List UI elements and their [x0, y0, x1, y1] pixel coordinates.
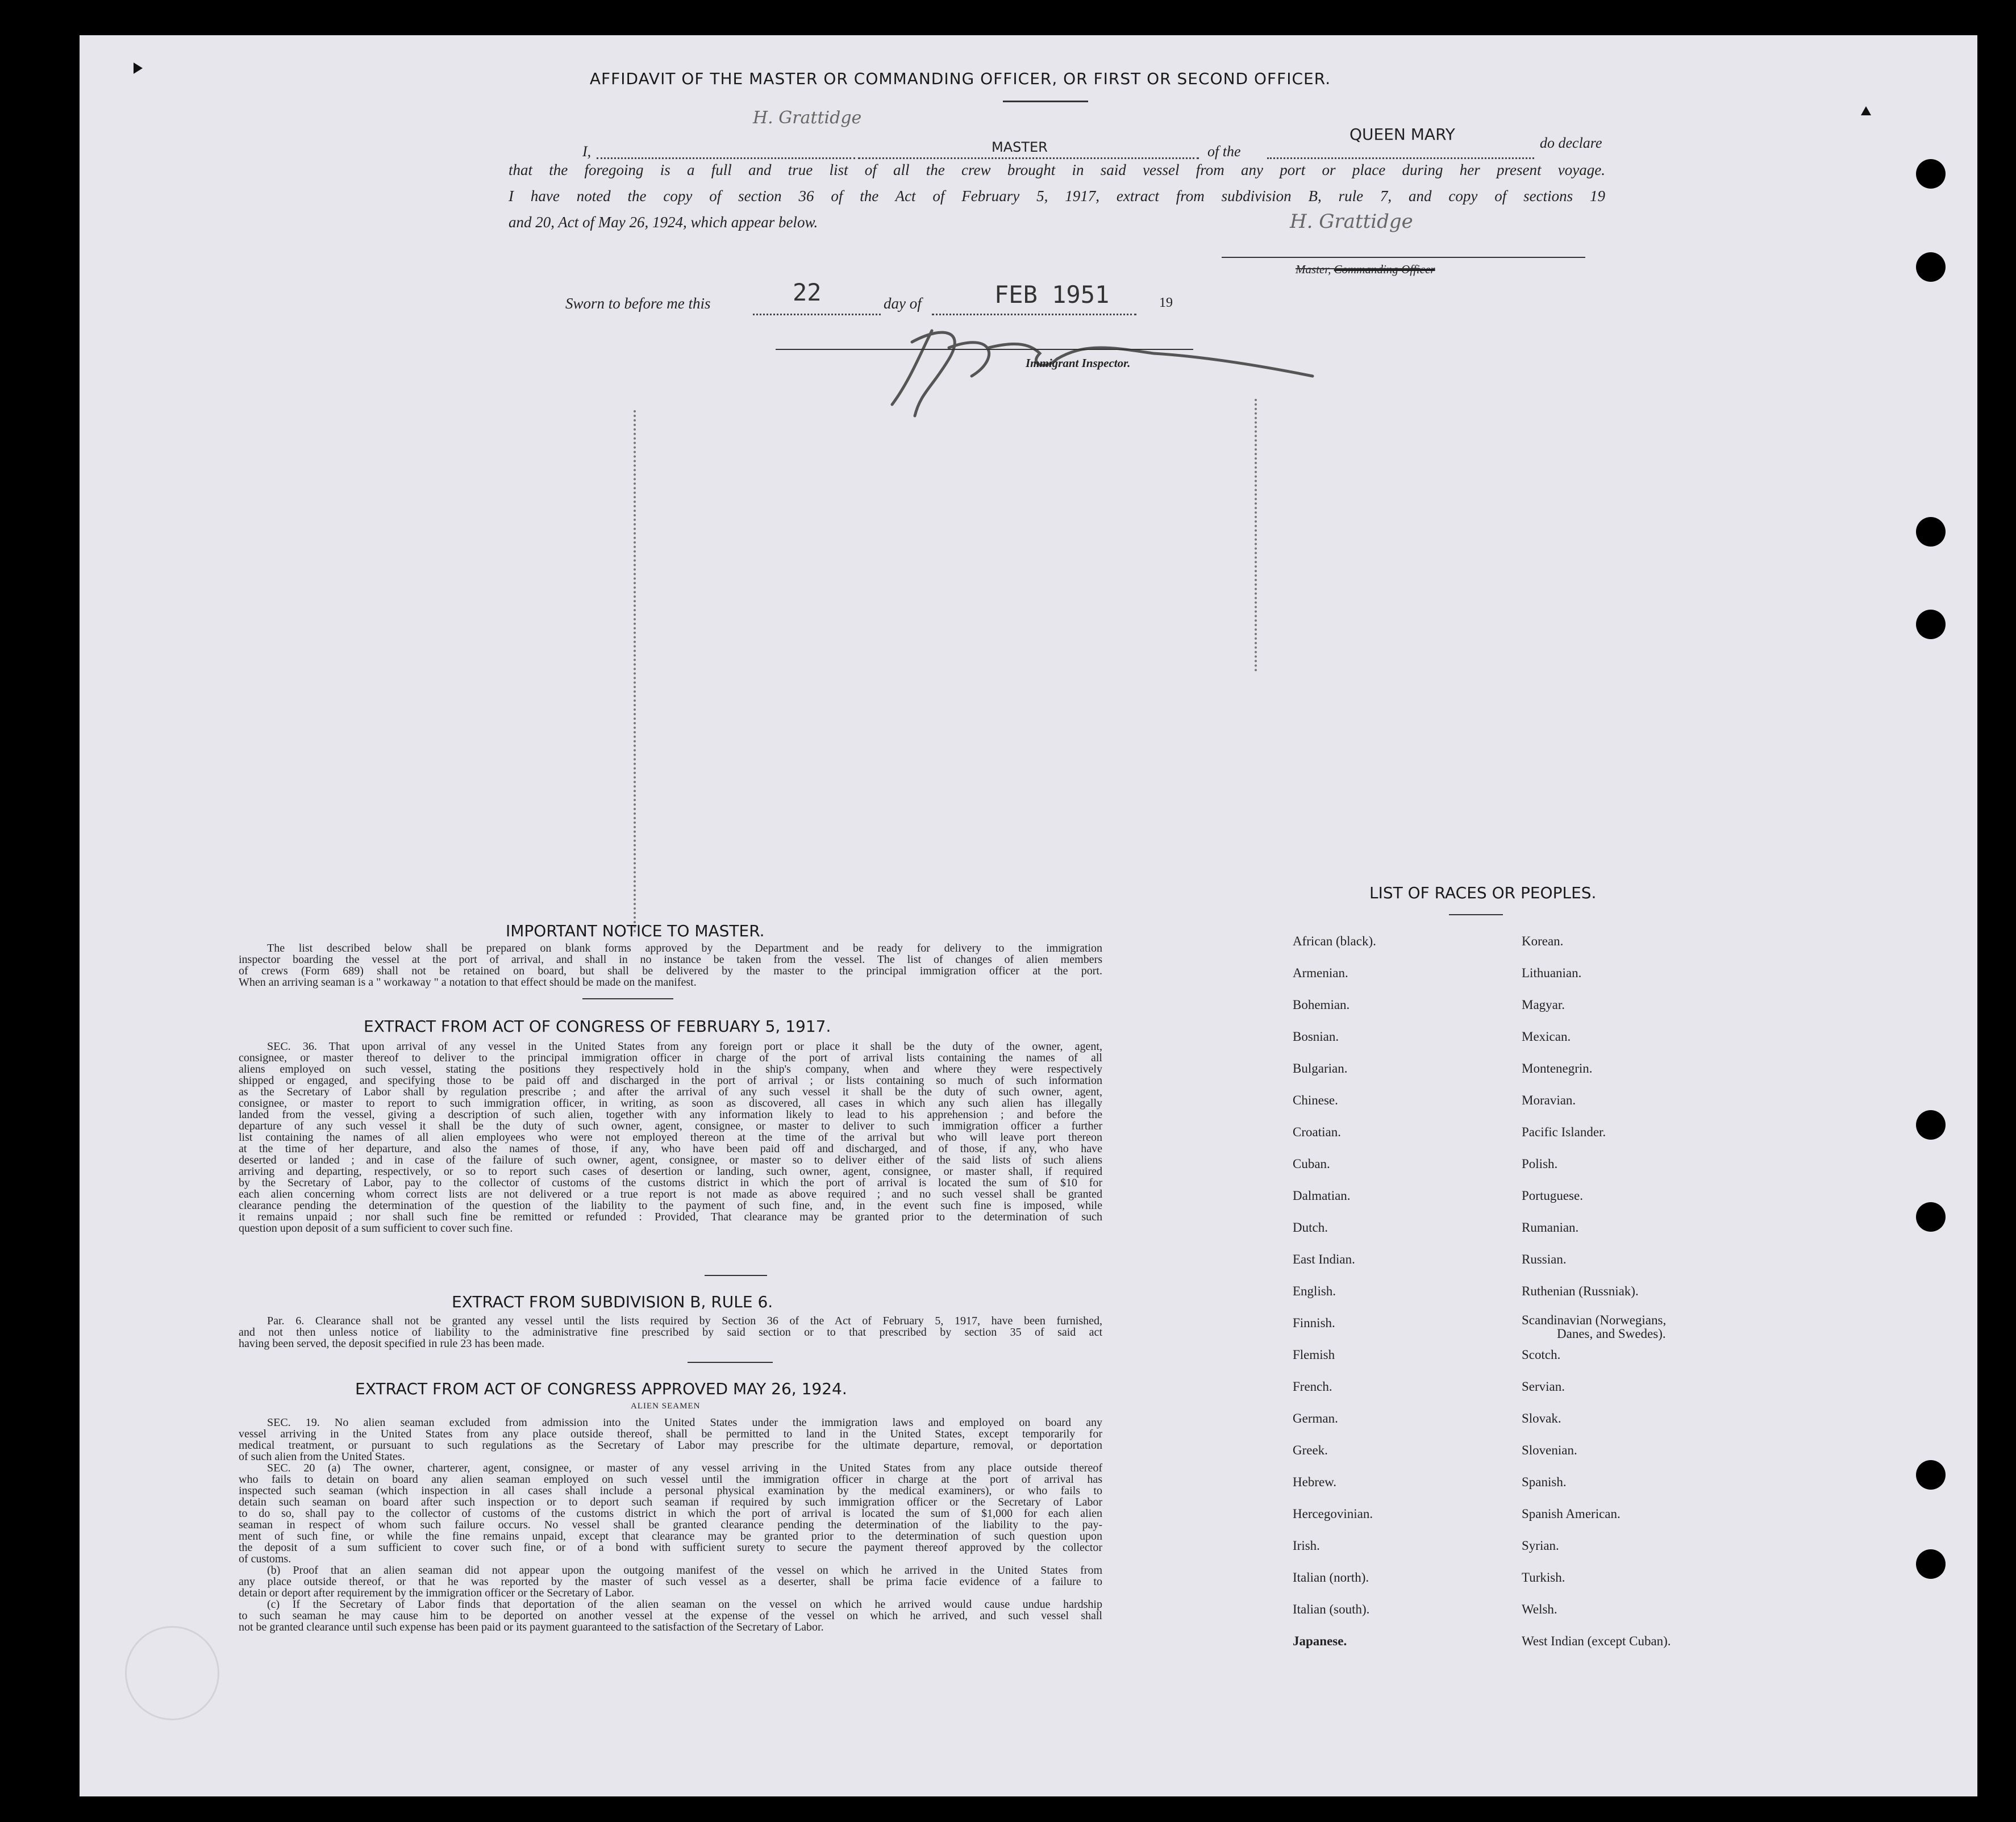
- race-left-item: Hercegovinian.: [1293, 1507, 1373, 1521]
- extract-1924-line: any place outside thereof, or that he was reported by the master of such vessel as a deserter, shall be prima facie evidence of a failure to: [239, 1575, 1102, 1588]
- race-right-item: Korean.: [1522, 934, 1564, 948]
- race-right-item: Polish.: [1522, 1157, 1558, 1171]
- extract-1924-line: medical treatment, or pursuant to such regulations as the Secretary of Labor may prescribe for the ultimate departure, removal, or deportation: [239, 1439, 1102, 1452]
- notice-line: of crews (Form 689) shall not be retained on board, but shall be delivered by the master to the principal immigration officer at the port.: [239, 965, 1102, 977]
- race-left-item: Irish.: [1293, 1539, 1320, 1553]
- notice-line: The list described below shall be prepared on blank forms approved by the Department and be ready for delivery to the immigration: [267, 942, 1102, 954]
- faint-dot-column-left: [634, 410, 638, 933]
- extract-1924-line: the deposit of a sum sufficient to cover such fine, or of a bond with sufficient surety to secure the payment thereof approved by the collector: [239, 1541, 1102, 1554]
- notice-body: [239, 943, 1102, 988]
- extract-1924-line: (c) If the Secretary of Labor finds that deportation of the alien seaman on the vessel on which he arrived would cause undue hardship: [267, 1598, 1102, 1611]
- extract-1924-line: detain such seaman on board after such inspection or to deport such seaman if required by such immigration officer or the Secretary of Labor: [239, 1496, 1102, 1508]
- extract-1924-line: SEC. 19. No alien seaman excluded from admission into the United States under the immigration laws and employed on board any: [267, 1416, 1102, 1429]
- race-left-item: Bulgarian.: [1293, 1061, 1348, 1075]
- affidavit-title: AFFIDAVIT OF THE MASTER OR COMMANDING OFFICER, OR FIRST OR SECOND OFFICER.: [589, 69, 1331, 88]
- race-right-item: Spanish.: [1522, 1475, 1567, 1489]
- race-left-item: Armenian.: [1293, 966, 1348, 980]
- title-underline: [1003, 101, 1088, 102]
- master-signature-line: [1222, 257, 1585, 258]
- master-signature: H. Grattidge: [1290, 210, 1413, 233]
- race-right-item: Welsh.: [1522, 1602, 1557, 1616]
- rank-field-line: [858, 157, 1199, 159]
- race-right-item: Portuguese.: [1522, 1189, 1583, 1203]
- extract-1917-line: deserted or landed ; and in case of the failure of such owner, agent, consignee, or master so to deliver either of the said lists of such aliens: [239, 1154, 1102, 1166]
- race-right-item: Turkish.: [1522, 1570, 1565, 1585]
- race-left-item: Croatian.: [1293, 1125, 1341, 1139]
- extract-1924-body: [239, 1417, 1102, 1633]
- race-right-item: Montenegrin.: [1522, 1061, 1593, 1075]
- extract-1917-line: clearance pending the determination of the question of the liability to the payment of such fine, and, in the event such fine is imposed, while: [239, 1199, 1102, 1212]
- punch-hole: [1916, 517, 1946, 547]
- sworn-day-of: day of: [884, 295, 922, 312]
- master-caption-label: Master,: [1296, 262, 1331, 276]
- races-title: LIST OF RACES OR PEOPLES.: [1369, 883, 1597, 902]
- rank-value: MASTER: [992, 139, 1048, 155]
- affidavit-body-line2: I have noted the copy of section 36 of the Act of February 5, 1917, extract from subdivision B, rule 7, and copy of sections 19: [509, 187, 1605, 205]
- extract-1917-line: consignee, or master to report to such immigration officer, in writing, as soon as discovered, all cases in which any such alien has illegally: [239, 1097, 1102, 1110]
- race-right-item: Scandinavian (Norwegians,: [1522, 1313, 1667, 1327]
- rule6-title: EXTRACT FROM SUBDIVISION B, RULE 6.: [452, 1293, 773, 1311]
- corner-arrow-icon: [134, 62, 143, 74]
- extract-1917-title: EXTRACT FROM ACT OF CONGRESS OF FEBRUARY 5, 1917.: [364, 1017, 831, 1036]
- extract-1917-line: SEC. 36. That upon arrival of any vessel in the United States from any foreign port or place it shall be the duty of the owner, agent,: [267, 1040, 1102, 1053]
- master-caption: [1296, 262, 1435, 277]
- corner-arrow-icon: [1861, 106, 1871, 115]
- race-right-item: Ruthenian (Russniak).: [1522, 1284, 1639, 1298]
- extract-1917-line: at the time of her departure, and also the names of those, if any, who have been paid off and discharged, and of those, if any, who have: [239, 1143, 1102, 1155]
- race-left-item: Bosnian.: [1293, 1029, 1339, 1044]
- race-right-item: Slovenian.: [1522, 1443, 1577, 1457]
- race-left-item: Dutch.: [1293, 1220, 1328, 1235]
- race-left-item: Japanese.: [1293, 1634, 1347, 1648]
- extract-1924-line: inspected such seaman (which inspection in all cases shall include a personal physical examination by the medical examiners), or who fails to: [239, 1485, 1102, 1497]
- race-right-item: Magyar.: [1522, 998, 1565, 1012]
- inspector-signature-line: [776, 349, 1193, 350]
- sworn-day: 22: [793, 278, 822, 306]
- extract-1924-line: not be granted clearance until such expense has been paid or its payment guaranteed to the satisfaction of the Secretary of Labor.: [239, 1621, 824, 1633]
- extract-1917-line: question upon deposit of a sum sufficient to cover such fine.: [239, 1222, 513, 1235]
- race-left-item: Greek.: [1293, 1443, 1328, 1457]
- extract-1917-line: departure of any such vessel it shall be the duty of such owner, agent, consignee, or master to deliver to such immigration officer a further: [239, 1120, 1102, 1132]
- race-right-item: West Indian (except Cuban).: [1522, 1634, 1671, 1648]
- sworn-prefix: Sworn to before me this: [565, 295, 711, 312]
- punch-hole: [1916, 159, 1946, 189]
- extract-1917-line: consignee, or master thereof to deliver to the principal immigration officer in charge of the port of arrival lists containing the names of all: [239, 1052, 1102, 1064]
- notice-line: inspector boarding the vessel at the port of arrival, and shall in no instance be taken from the vessel. The list of changes of alien members: [239, 953, 1102, 966]
- affidavit-body-line3: and 20, Act of May 26, 1924, which appear below.: [509, 214, 818, 231]
- vessel-name: QUEEN MARY: [1349, 125, 1455, 144]
- master-caption-struck: Commanding Officer: [1334, 262, 1435, 276]
- race-left-item: Dalmatian.: [1293, 1189, 1351, 1203]
- inspector-caption: Immigrant Inspector.: [1026, 356, 1131, 370]
- sworn-year-prefix: 19: [1159, 295, 1173, 310]
- name-field-line: [597, 157, 855, 159]
- race-left-item: East Indian.: [1293, 1252, 1355, 1266]
- extract-1924-line: detain or deport after requirement by the immigration officer or the Secretary of Labor.: [239, 1587, 635, 1599]
- race-left-item: Cuban.: [1293, 1157, 1330, 1171]
- race-right-item: Mexican.: [1522, 1029, 1571, 1044]
- punch-hole: [1916, 610, 1946, 639]
- race-left-item: Finnish.: [1293, 1316, 1335, 1330]
- extract-1917-line: arriving and departing, respectively, or so to report such cases of desertion or landing, such owner, agent, consignee, or master shall, if required: [239, 1165, 1102, 1178]
- rule6-body: [239, 1315, 1102, 1349]
- vessel-field-line: [1267, 157, 1534, 159]
- race-left-item: Hebrew.: [1293, 1475, 1337, 1489]
- affidavit-of-the: of the: [1207, 143, 1241, 160]
- race-right-item: Servian.: [1522, 1379, 1565, 1394]
- extract-1924-line: (b) Proof that an alien seaman did not appear upon the outgoing manifest of the vessel on which he arrived in the United States from: [267, 1564, 1102, 1577]
- race-left-item: German.: [1293, 1411, 1338, 1425]
- race-right-item: Pacific Islander.: [1522, 1125, 1606, 1139]
- extract-1924-line: to such seaman he may cause him to be deported on another vessel at the expense of the vessel on which he arrived, and such vessel shall: [239, 1610, 1102, 1622]
- race-right-item: Russian.: [1522, 1252, 1567, 1266]
- rule6-line: Par. 6. Clearance shall not be granted any vessel until the lists required by Section 36 of the Act of February 5, 1917, have been furnished,: [267, 1315, 1102, 1327]
- affidavit-do-declare: do declare: [1540, 135, 1602, 151]
- race-left-item: Bohemian.: [1293, 998, 1350, 1012]
- race-left-item: Chinese.: [1293, 1093, 1338, 1107]
- extract-1924-subtitle: ALIEN SEAMEN: [631, 1402, 701, 1411]
- sworn-month-stamp: FEB 1951: [994, 281, 1110, 308]
- punch-hole: [1916, 1549, 1946, 1579]
- race-left-item: Italian (south).: [1293, 1602, 1370, 1616]
- faint-seal: [125, 1626, 219, 1720]
- extract-1924-line: who fails to detain on board any alien seaman employed on such vessel until the immigration officer in charge at the port of arrival has: [239, 1473, 1102, 1486]
- race-right-item: Syrian.: [1522, 1539, 1559, 1553]
- punch-hole: [1916, 252, 1946, 282]
- extract-1917-line: list containing the names of all alien employees who were not employed thereon at the time of the arrival but who will leave port thereon: [239, 1131, 1102, 1144]
- punch-hole: [1916, 1460, 1946, 1490]
- rule6-line: and not then unless notice of liability to the administrative fine prescribed by said section or to that prescribed by section 35 of said act: [239, 1326, 1102, 1339]
- race-right-item-continuation: Danes, and Swedes).: [1557, 1327, 1666, 1341]
- race-left-item: Italian (north).: [1293, 1570, 1369, 1585]
- rule6-divider: [688, 1362, 773, 1363]
- race-left-item: French.: [1293, 1379, 1332, 1394]
- extract-1924-line: of customs.: [239, 1553, 291, 1565]
- extract-1917-line: as the Secretary of Labor shall by regulation prescribe ; and after the arrival of any such vessel it shall be the duty of such owner, agent,: [239, 1086, 1102, 1098]
- master-caption-strike: [1296, 268, 1421, 269]
- race-right-item: Slovak.: [1522, 1411, 1561, 1425]
- punch-hole: [1916, 1110, 1946, 1140]
- race-right-item: Scotch.: [1522, 1348, 1561, 1362]
- extract-1924-line: vessel arriving in the United States from any place outside thereof, shall be permitted to land in the United States, except temporarily for: [239, 1428, 1102, 1440]
- extract-1917-line: aliens employed on such vessel, stating the positions they respectively hold in the ship's company, when and where they were respectively: [239, 1063, 1102, 1075]
- extract-1917-body: [239, 1041, 1102, 1234]
- extract-1917-line: by the Secretary of Labor, pay to the collector of customs of the customs district in which the port of arrival is located the sum of $10 for: [239, 1177, 1102, 1189]
- punch-hole: [1916, 1202, 1946, 1232]
- notice-divider: [582, 998, 673, 999]
- master-name-signature: H. Grattidge: [753, 108, 862, 128]
- extract-1924-title: EXTRACT FROM ACT OF CONGRESS APPROVED MAY 26, 1924.: [355, 1379, 847, 1398]
- notice-title: IMPORTANT NOTICE TO MASTER.: [506, 922, 765, 940]
- extract-1917-line: shipped or engaged, and specifying those to be paid off and discharged in the port of arrival ; or lists containing so much of such information: [239, 1074, 1102, 1087]
- extract-1924-line: of such alien from the United States.: [239, 1450, 405, 1463]
- race-right-item: Rumanian.: [1522, 1220, 1579, 1235]
- race-right-item: Moravian.: [1522, 1093, 1576, 1107]
- race-left-item: African (black).: [1293, 934, 1376, 948]
- race-right-item: Spanish American.: [1522, 1507, 1621, 1521]
- extract-1917-divider: [705, 1275, 767, 1276]
- extract-1917-line: it remains unpaid ; nor shall such fine be remitted or refunded : Provided, That clearance may be granted prior to the determination of such: [239, 1211, 1102, 1223]
- document-page: [80, 35, 1977, 1796]
- races-title-underline: [1449, 914, 1503, 915]
- extract-1924-line: ment of such fine, or while the fine remains unpaid, except that clearance may be granted prior to the determination of such question upon: [239, 1530, 1102, 1542]
- extract-1917-line: landed from the vessel, giving a description of such alien, together with any information likely to lead to his apprehension ; and before the: [239, 1108, 1102, 1121]
- race-left-item: Flemish: [1293, 1348, 1335, 1362]
- notice-line: When an arriving seaman is a " workaway " a notation to that effect should be made on the manifest.: [239, 976, 697, 989]
- rule6-line: having been served, the deposit specified in rule 23 has been made.: [239, 1337, 545, 1350]
- extract-1924-line: seaman in respect of whom such failure occurs. No vessel shall be granted clearance pending the determination of the liability to the pay-: [239, 1519, 1102, 1531]
- race-left-item: English.: [1293, 1284, 1336, 1298]
- extract-1917-line: each alien concerning whom correct lists are not delivered or a true report is not made as above required ; and no such vessel shall be granted: [239, 1188, 1102, 1200]
- faint-dot-column-right: [1255, 399, 1259, 672]
- extract-1924-line: SEC. 20 (a) The owner, charterer, agent, consignee, or master of any vessel arriving in the United States from any place outside thereof: [267, 1462, 1102, 1474]
- extract-1924-line: to do so, shall pay to the collector of customs of the customs district in which the port of arrival is located the sum of $1,000 for each alien: [239, 1507, 1102, 1520]
- race-right-item: Lithuanian.: [1522, 966, 1582, 980]
- affidavit-i-label: I,: [582, 143, 592, 160]
- affidavit-body-line1: that the foregoing is a full and true list of all the crew brought in said vessel from any port or place during her present voyage.: [509, 161, 1605, 178]
